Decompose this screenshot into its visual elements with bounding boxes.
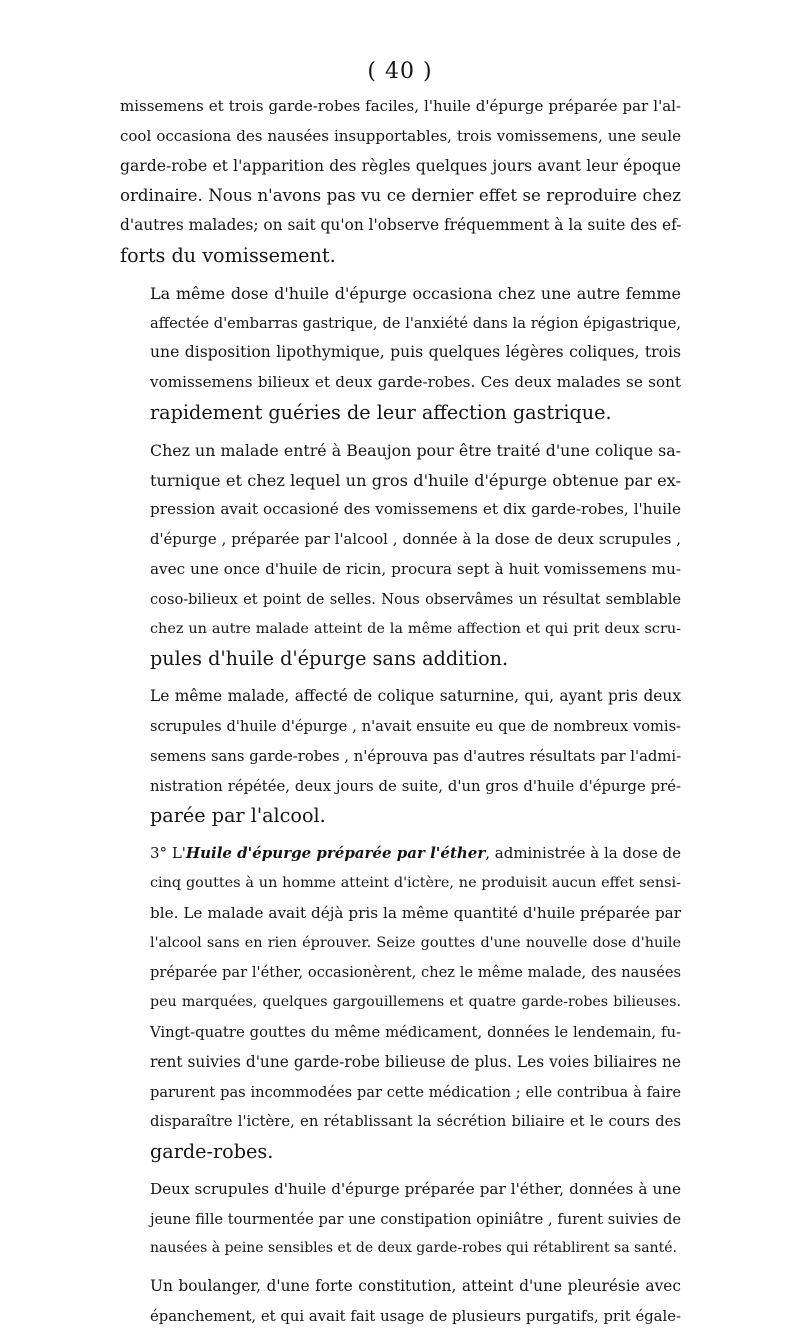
text-line: épanchement, et qui avait fait usage de plusieurs purgatifs, prit égale-	[150, 1308, 681, 1326]
text-line: d'épurge , préparée par l'alcool , donnée à la dose de deux scrupules ,	[150, 531, 681, 549]
text-line: cinq gouttes à un homme atteint d'ictère, ne produisit aucun effet sensi-	[150, 874, 681, 891]
text-line: une disposition lipothymique, puis quelques légères coliques, trois	[150, 343, 681, 362]
text-line: rapidement guéries de leur affection gastrique.	[150, 400, 612, 424]
text-line: disparaître l'ictère, en rétablissant la sécrétion biliaire et le cours des	[150, 1113, 681, 1131]
paragraph-6	[120, 1175, 681, 1264]
text-line: préparée par l'éther, occasionèrent, chez le même malade, des nausées	[150, 964, 681, 982]
text-line: Deux scrupules d'huile d'épurge préparée par l'éther, données à une	[150, 1179, 681, 1198]
text-line: l'alcool sans en rien éprouver. Seize gouttes d'une nouvelle dose d'huile	[150, 934, 681, 951]
text-line: garde-robe et l'apparition des règles quelques jours avant leur époque	[120, 156, 681, 175]
text-line: turnique et chez lequel un gros d'huile d'épurge obtenue par ex-	[150, 470, 681, 490]
text-line: d'autres malades; on sait qu'on l'observe fréquemment à la suite des ef-	[120, 216, 682, 235]
paragraph-1	[120, 92, 681, 271]
paragraph-5	[120, 839, 681, 1167]
text-line: chez un autre malade atteint de la même affection et qui prit deux scru-	[150, 620, 681, 637]
text-line: Vingt-quatre gouttes du même médicament, données le lendemain, fu-	[150, 1023, 681, 1041]
text-line: nistration répétée, deux jours de suite, d'un gros d'huile d'épurge pré-	[150, 777, 681, 795]
text-line: parurent pas incommodées par cette médication ; elle contribua à faire	[150, 1083, 681, 1101]
text-line: pression avait occasioné des vomissemens et dix garde-robes, l'huile	[150, 500, 681, 519]
text-line: vomissemens bilieux et deux garde-robes. Ces deux malades se sont	[150, 373, 681, 392]
text-line: coso-bilieux et point de selles. Nous observâmes un résultat semblable	[150, 590, 681, 608]
paragraph-2	[120, 279, 681, 428]
text-line: ordinaire. Nous n'avons pas vu ce dernier effet se reproduire chez	[120, 186, 681, 206]
text-line: La même dose d'huile d'épurge occasiona chez une autre femme	[150, 283, 681, 303]
section-heading-italic: Huile d'épurge préparée par l'éther	[185, 844, 486, 863]
text-line: affectée d'embarras gastrique, de l'anxiété dans la région épigastrique,	[150, 314, 681, 332]
text-line: Chez un malade entré à Beaujon pour être traité d'une colique sa-	[150, 440, 681, 460]
text-line: pules d'huile d'épurge sans addition.	[150, 647, 509, 671]
text-line: Un boulanger, d'une forte constitution, atteint d'une pleurésie avec	[150, 1277, 681, 1296]
paragraph-3	[120, 436, 681, 674]
paragraph-7	[120, 1272, 681, 1332]
text-line: cool occasiona des nausées insupportables, trois vomissemens, une seule	[120, 126, 681, 145]
section-prefix: 3° L'	[150, 844, 186, 863]
text-line: Le même malade, affecté de colique saturnine, qui, ayant pris deux	[150, 687, 681, 706]
text-line: peu marquées, quelques gargouillemens et quatre garde-robes bilieuses.	[150, 994, 681, 1011]
text-line: ble. Le malade avait déjà pris la même quantité d'huile préparée par	[150, 903, 681, 922]
text-line: jeune fille tourmentée par une constipation opiniâtre , furent suivies de	[150, 1210, 681, 1228]
text-line: forts du vomissement.	[120, 243, 336, 267]
page-number: ( 40 )	[367, 59, 433, 84]
text-line: missemens et trois garde-robes faciles, l'huile d'épurge préparée par l'al-	[120, 97, 681, 115]
text-line: avec une once d'huile de ricin, procura sept à huit vomissemens mu-	[150, 559, 681, 578]
section-heading-rest: , administrée à la dose de	[485, 844, 681, 863]
paragraph-4	[120, 682, 681, 831]
text-line: rent suivies d'une garde-robe bilieuse de plus. Les voies biliaires ne	[150, 1052, 681, 1071]
text-line: scrupules d'huile d'épurge , n'avait ensuite eu que de nombreux vomis-	[150, 717, 681, 735]
text-line: semens sans garde-robes , n'éprouva pas d'autres résultats par l'admi-	[150, 747, 682, 765]
text-line-section-heading	[120, 839, 681, 869]
text-line: garde-robes.	[150, 1140, 274, 1164]
text-line: parée par l'alcool.	[150, 804, 326, 828]
body-text	[120, 92, 681, 1340]
text-line: nausées à peine sensibles et de deux garde-robes qui rétablirent sa santé.	[150, 1240, 677, 1257]
